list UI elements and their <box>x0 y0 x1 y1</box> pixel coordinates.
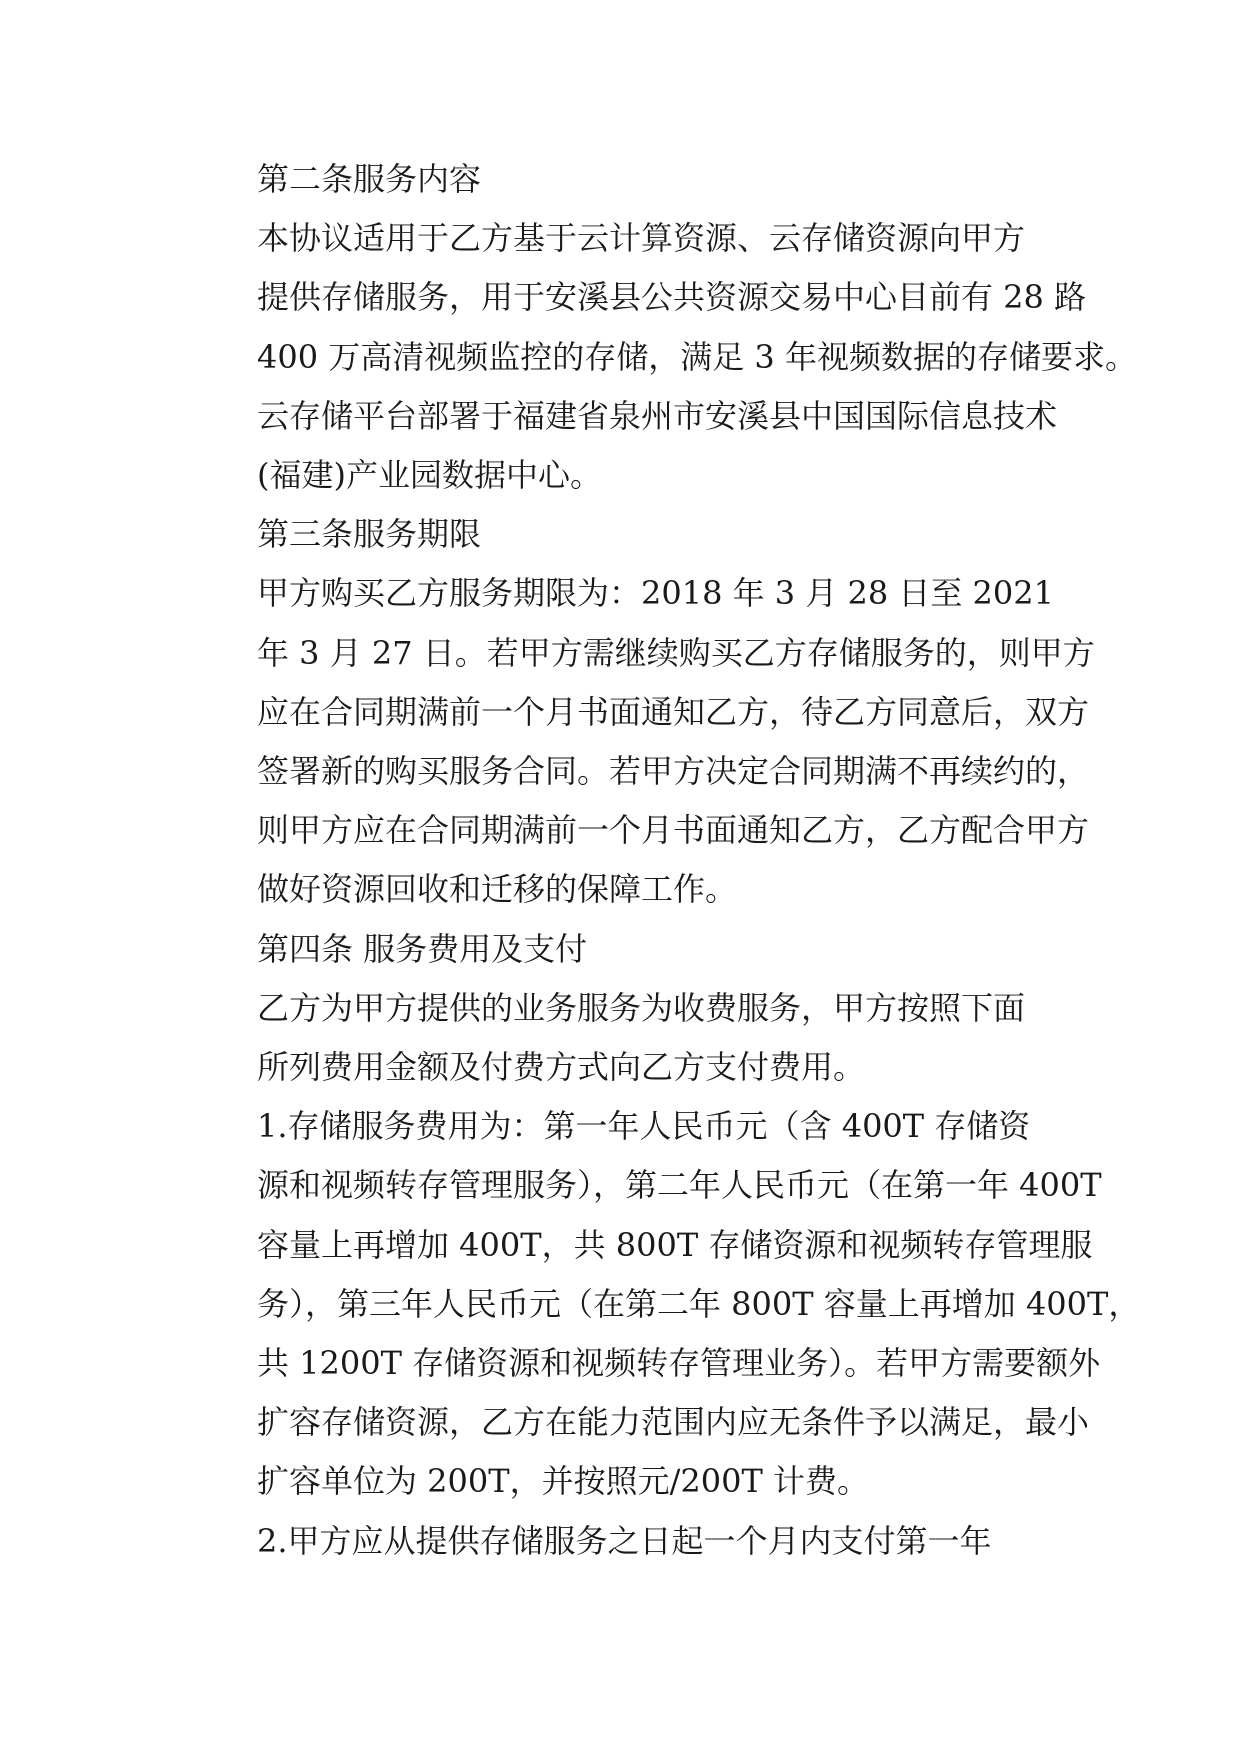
text-line: 云存储平台部署于福建省泉州市安溪县中国国际信息技术 <box>257 396 1058 435</box>
document-page <box>193 150 1141 1571</box>
section-2-body <box>193 209 1137 505</box>
section-4-item-1 <box>193 1097 1141 1511</box>
section-4-intro <box>193 979 1053 1097</box>
text-line: 所列费用金额及付费方式向乙方支付费用。 <box>257 1048 866 1087</box>
text-line: 容量上再增加 400T，共 800T 存储资源和视频转存管理服 <box>257 1225 1093 1264</box>
text-line: 本协议适用于乙方基于云计算资源、云存储资源向甲方 <box>257 219 1026 258</box>
text-line: 提供存储服务，用于安溪县公共资源交易中心目前有 28 路 <box>257 278 1087 317</box>
text-line: 签署新的购买服务合同。若甲方决定合同期满不再续约的， <box>257 752 1090 791</box>
text-line: 乙方为甲方提供的业务服务为收费服务，甲方按照下面 <box>257 988 1026 1027</box>
text-line: 扩容单位为 200T，并按照元/200T 计费。 <box>257 1462 869 1501</box>
text-line: 甲方购买乙方服务期限为：2018 年 3 月 28 日至 2021 <box>257 574 1054 613</box>
text-line: 共 1200T 存储资源和视频转存管理业务）。若甲方需要额外 <box>257 1344 1101 1383</box>
text-line: 应在合同期满前一个月书面通知乙方，待乙方同意后，双方 <box>257 692 1090 731</box>
section-2-heading: 第二条服务内容 <box>257 160 482 198</box>
text-line: (福建)产业园数据中心。 <box>257 456 602 495</box>
section-3-heading: 第三条服务期限 <box>257 515 482 554</box>
text-line: 扩容存储资源，乙方在能力范围内应无条件予以满足，最小 <box>257 1403 1090 1442</box>
section-4-item-2 <box>193 1512 1053 1571</box>
text-line: 2.甲方应从提供存储服务之日起一个月内支付第一年 <box>257 1521 992 1560</box>
text-line: 源和视频转存管理服务），第二年人民币元（在第一年 400T <box>257 1166 1102 1205</box>
text-line: 年 3 月 27 日。若甲方需继续购买乙方存储服务的，则甲方 <box>257 633 1095 672</box>
section-4-heading: 第四条 服务费用及支付 <box>257 929 588 968</box>
text-line: 务），第三年人民币元（在第二年 800T 容量上再增加 400T， <box>257 1284 1141 1323</box>
section-3-body <box>193 564 1095 919</box>
text-line: 400 万高清视频监控的存储，满足 3 年视频数据的存储要求。 <box>257 337 1137 376</box>
text-line: 做好资源回收和迁移的保障工作。 <box>257 870 738 909</box>
text-line: 则甲方应在合同期满前一个月书面通知乙方，乙方配合甲方 <box>257 811 1090 850</box>
text-line: 1.存储服务费用为：第一年人民币元（含 400T 存储资 <box>257 1107 1031 1146</box>
